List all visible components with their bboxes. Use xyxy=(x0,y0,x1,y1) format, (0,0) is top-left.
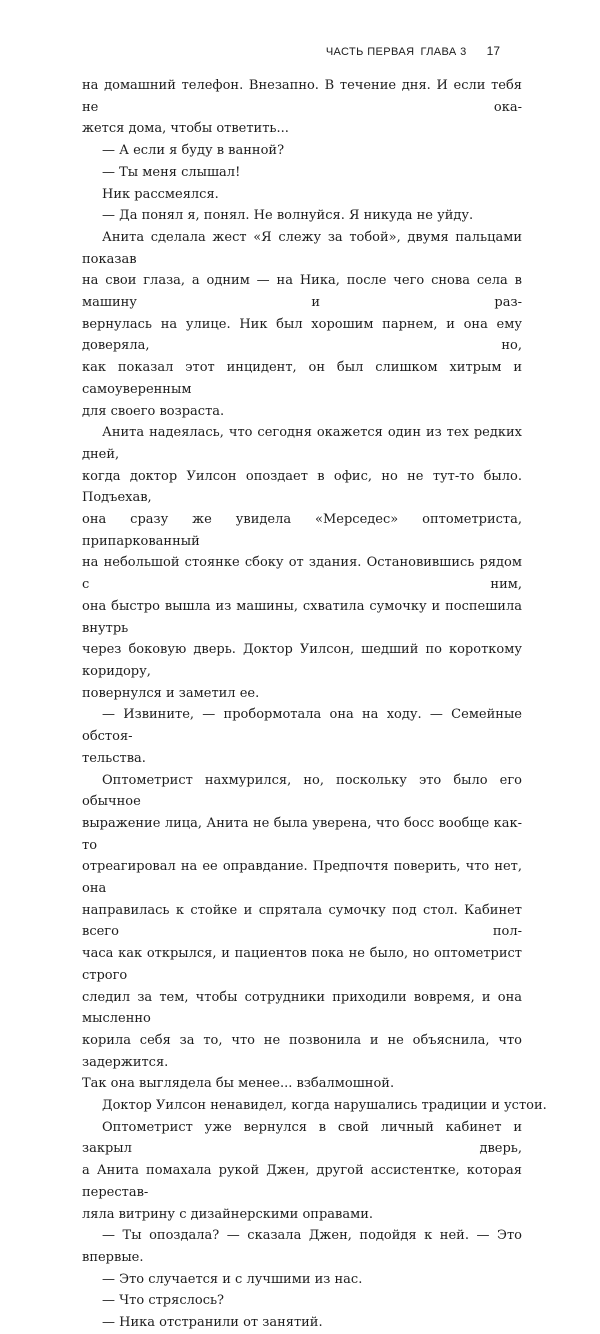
text-line: — Это случается и с лучшими из нас. xyxy=(102,1271,363,1287)
text-line: она сразу же увидела «Мерседес» оптометриста, припаркованный xyxy=(82,512,522,549)
text-line: часа как открылся, и пациентов пока не было, но оптометрист строго xyxy=(82,946,522,983)
text-line: жется дома, чтобы ответить... xyxy=(82,121,289,137)
text-line: — Что стряслось? xyxy=(102,1293,225,1309)
text-line: выражение лица, Анита не была уверена, что босс вообще как-то xyxy=(82,815,522,853)
text-line: на свои глаза, а одним — на Ника, после чего снова села в машину и раз- xyxy=(82,273,522,311)
text-line: для своего возраста. xyxy=(82,403,225,419)
text-line: ляла витрину с дизайнерскими оправами. xyxy=(82,1206,373,1222)
part-title: ЧАСТЬ ПЕРВАЯ xyxy=(325,46,415,58)
body-text xyxy=(82,75,547,1334)
text-line: она быстро вышла из машины, схватила сумочку и поспешила внутрь xyxy=(82,598,522,636)
text-line: вернулась на улице. Ник был хорошим парнем, и она ему доверяла, но, xyxy=(82,316,522,354)
text-line: когда доктор Уилсон опоздает в офис, но не тут-то было. Подъехав, xyxy=(82,468,522,506)
text-line: отреагировал на ее оправдание. Предпочтя поверить, что нет, она xyxy=(82,859,522,897)
chapter-title: ГЛАВА 3 xyxy=(420,46,467,58)
text-line: тельства. xyxy=(82,750,146,766)
text-line: — Извините, — пробормотала она на ходу. — Семейные обстоя- xyxy=(82,707,522,745)
text-line: — А если я буду в ванной? xyxy=(102,143,285,159)
text-line: повернулся и заметил ее. xyxy=(82,685,260,701)
text-line: Оптометрист уже вернулся в свой личный кабинет и закрыл дверь, xyxy=(82,1119,522,1157)
text-line: Так она выглядела бы менее... взбалмошной. xyxy=(82,1076,395,1092)
text-line: на домашний телефон. Внезапно. В течение дня. И если тебя не ока- xyxy=(82,78,522,115)
text-line: следил за тем, чтобы сотрудники приходили вовремя, и она мысленно xyxy=(82,989,522,1027)
text-line: через боковую дверь. Доктор Уилсон, шедший по короткому коридору, xyxy=(82,642,522,679)
text-line: корила себя за то, что не позвонила и не объяснила, что задержится. xyxy=(82,1032,522,1070)
text-line: как показал этот инцидент, он был слишком хитрым и самоуверенным xyxy=(82,360,522,397)
text-line: Доктор Уилсон ненавидел, когда нарушались традиции и устои. xyxy=(102,1098,547,1114)
text-line: — Ты опоздала? — сказала Джен, подойдя к ней. — Это впервые. xyxy=(82,1228,522,1265)
running-header xyxy=(326,44,500,58)
text-line: — Ника отстранили от занятий. xyxy=(102,1315,323,1331)
text-line: направилась к стойке и спрятала сумочку под стол. Кабинет всего пол- xyxy=(82,902,522,940)
text-line: Анита надеялась, что сегодня окажется один из тех редких дней, xyxy=(82,425,522,462)
text-line: — Ты меня слышал! xyxy=(102,164,241,180)
page-number: 17 xyxy=(486,44,500,58)
text-line: Оптометрист нахмурился, но, поскольку это было его обычное xyxy=(82,772,522,810)
text-line: — Да понял я, понял. Не волнуйся. Я никуда не уйду. xyxy=(102,208,474,224)
text-line: Ник рассмеялся. xyxy=(102,186,219,202)
text-line: Анита сделала жест «Я слежу за тобой», двумя пальцами показав xyxy=(82,229,522,267)
text-line: а Анита помахала рукой Джен, другой ассистентке, которая перестав- xyxy=(82,1163,522,1200)
text-line: на небольшой стоянке сбоку от здания. Остановившись рядом с ним, xyxy=(82,555,522,593)
